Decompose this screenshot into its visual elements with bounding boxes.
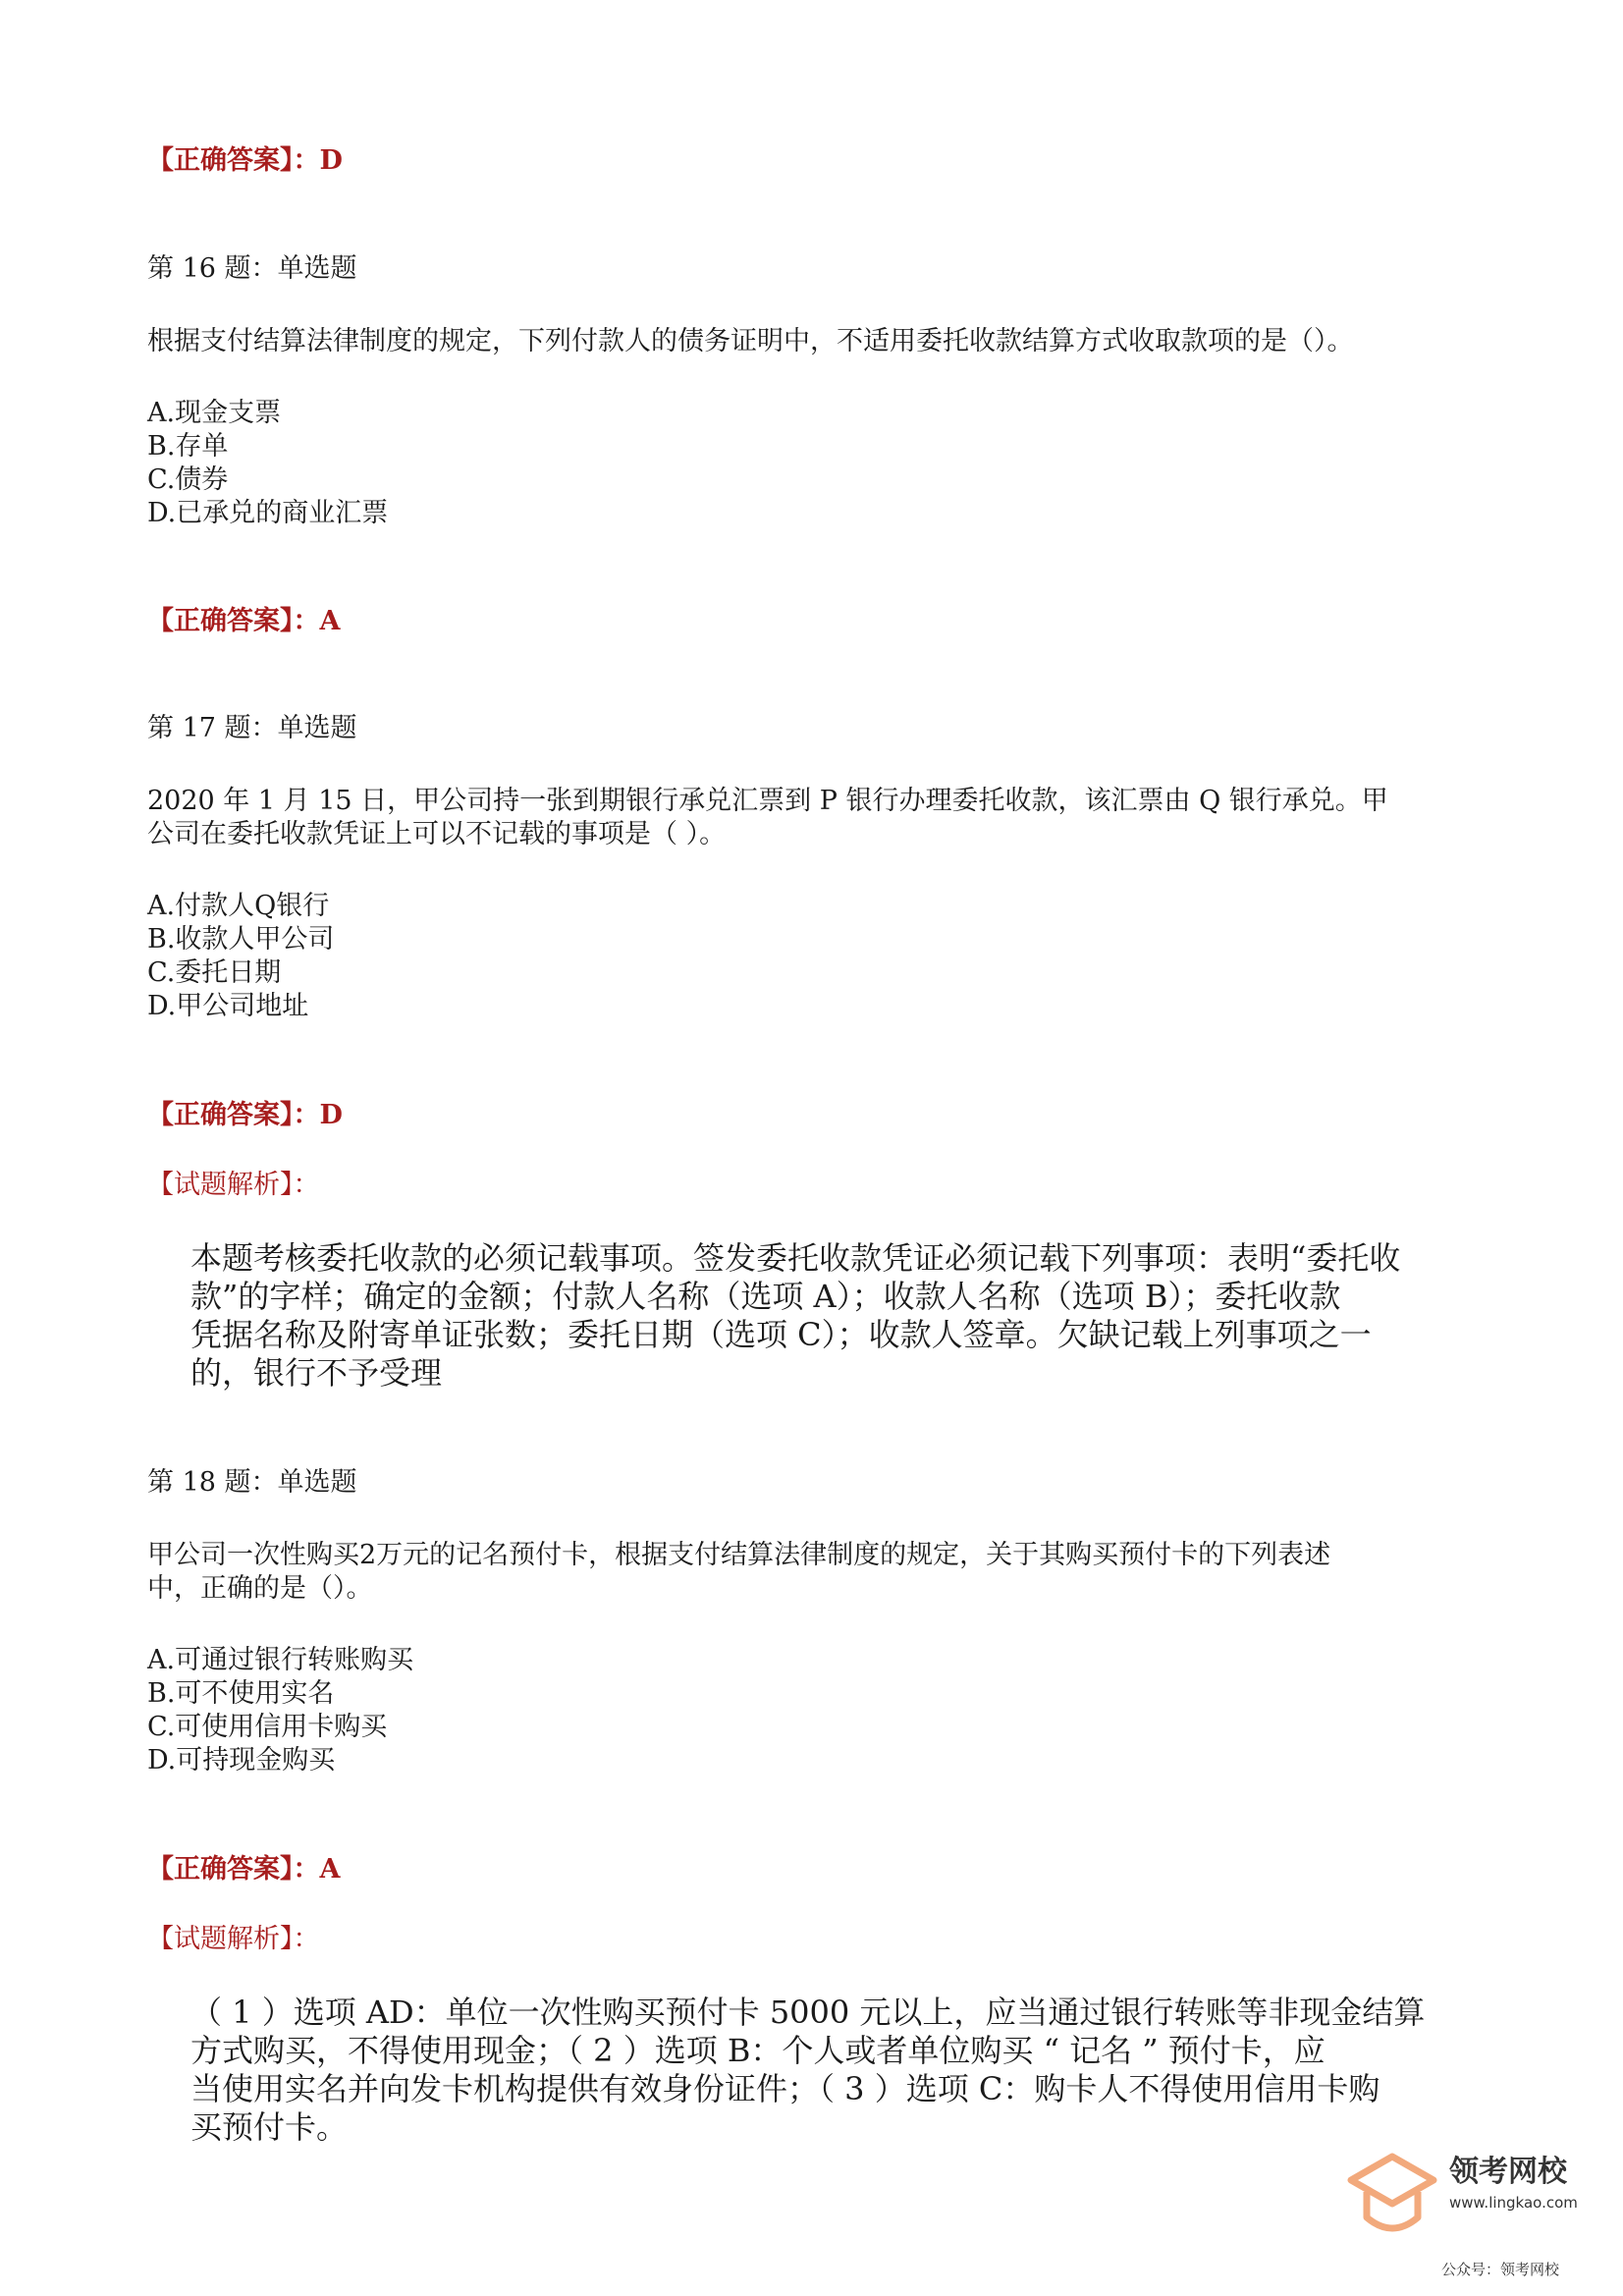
q18-analysis-line-3: 当使用实名并向发卡机构提供有效身份证件；（ 3 ）选项 C：购卡人不得使用信用卡购 (190, 2070, 1380, 2107)
q18-option-d: D.可持现金购买 (147, 1745, 336, 1776)
answer-label: 【正确答案】： (147, 1100, 320, 1130)
q17-option-c: C.委托日期 (147, 957, 282, 988)
answer-label: 【正确答案】： (147, 145, 320, 176)
q16-answer (147, 605, 340, 638)
q17-analysis-line-3: 凭据名称及附寄单证张数；委托日期（选项 C）；收款人签章。欠缺记载上列事项之一 (190, 1316, 1372, 1353)
q18-stem-line-1: 甲公司一次性购买2万元的记名预付卡，根据支付结算法律制度的规定，关于其购买预付卡的下列表述 (147, 1540, 1331, 1570)
q15-answer (147, 144, 343, 178)
q18-option-a: A.可通过银行转账购买 (147, 1645, 414, 1675)
answer-value: D (319, 145, 343, 176)
q17-analysis-line-1: 本题考核委托收款的必须记载事项。签发委托收款凭证必须记载下列事项：表明“委托收 (190, 1239, 1401, 1277)
q16-option-b: B.存单 (147, 431, 229, 462)
q18-header: 第 18 题：单选题 (147, 1467, 357, 1498)
q17-analysis-line-2: 款”的字样；确定的金额；付款人名称（选项 A）；收款人名称（选项 B）；委托收款 (190, 1278, 1341, 1315)
lingkao-watermark (1343, 2139, 1598, 2286)
q18-answer (147, 1853, 340, 1886)
q17-option-b: B.收款人甲公司 (147, 924, 335, 955)
q17-header: 第 17 题：单选题 (147, 713, 357, 743)
q17-analysis-line-4: 的，银行不予受理 (190, 1354, 443, 1392)
q17-stem-line-1: 2020 年 1 月 15 日，甲公司持一张到期银行承兑汇票到 P 银行办理委托收款，该汇票由 Q 银行承兑。甲 (147, 786, 1388, 816)
answer-label: 【正确答案】： (147, 1854, 320, 1885)
q18-analysis-line-2: 方式购买，不得使用现金；（ 2 ）选项 B：个人或者单位购买 “ 记名 ” 预付卡，应 (190, 2032, 1325, 2069)
q16-header: 第 16 题：单选题 (147, 253, 357, 284)
q18-analysis-line-1: （ 1 ）选项 AD：单位一次性购买预付卡 5000 元以上，应当通过银行转账等非现金结算 (190, 1994, 1426, 2031)
q16-option-d: D.已承兑的商业汇票 (147, 498, 389, 528)
q16-option-c: C.债券 (147, 465, 229, 495)
q17-stem-line-2: 公司在委托收款凭证上可以不记载的事项是（ ）。 (147, 819, 727, 849)
answer-value: A (319, 606, 341, 636)
q17-answer (147, 1099, 343, 1132)
watermark-name: 领考网校 (1449, 2155, 1567, 2189)
graduation-cap-icon (1343, 2149, 1441, 2247)
q18-analysis-label: 【试题解析】： (147, 1924, 320, 1954)
q18-stem-line-2: 中，正确的是（）。 (147, 1573, 373, 1604)
q17-option-a: A.付款人Q银行 (147, 891, 330, 921)
answer-value: A (319, 1854, 341, 1885)
watermark-url: www.lingkao.com (1449, 2194, 1578, 2212)
q18-option-b: B.可不使用实名 (147, 1678, 335, 1709)
q16-stem: 根据支付结算法律制度的规定，下列付款人的债务证明中，不适用委托收款结算方式收取款项的是（）。 (147, 326, 1354, 356)
answer-label: 【正确答案】： (147, 606, 320, 636)
q18-option-c: C.可使用信用卡购买 (147, 1712, 388, 1742)
q18-analysis-line-4: 买预付卡。 (190, 2108, 349, 2146)
watermark-wechat: 公众号：领考网校 (1441, 2261, 1560, 2278)
q17-option-d: D.甲公司地址 (147, 991, 309, 1021)
q16-option-a: A.现金支票 (147, 398, 282, 428)
q17-analysis-label: 【试题解析】： (147, 1170, 320, 1200)
answer-value: D (319, 1100, 343, 1130)
